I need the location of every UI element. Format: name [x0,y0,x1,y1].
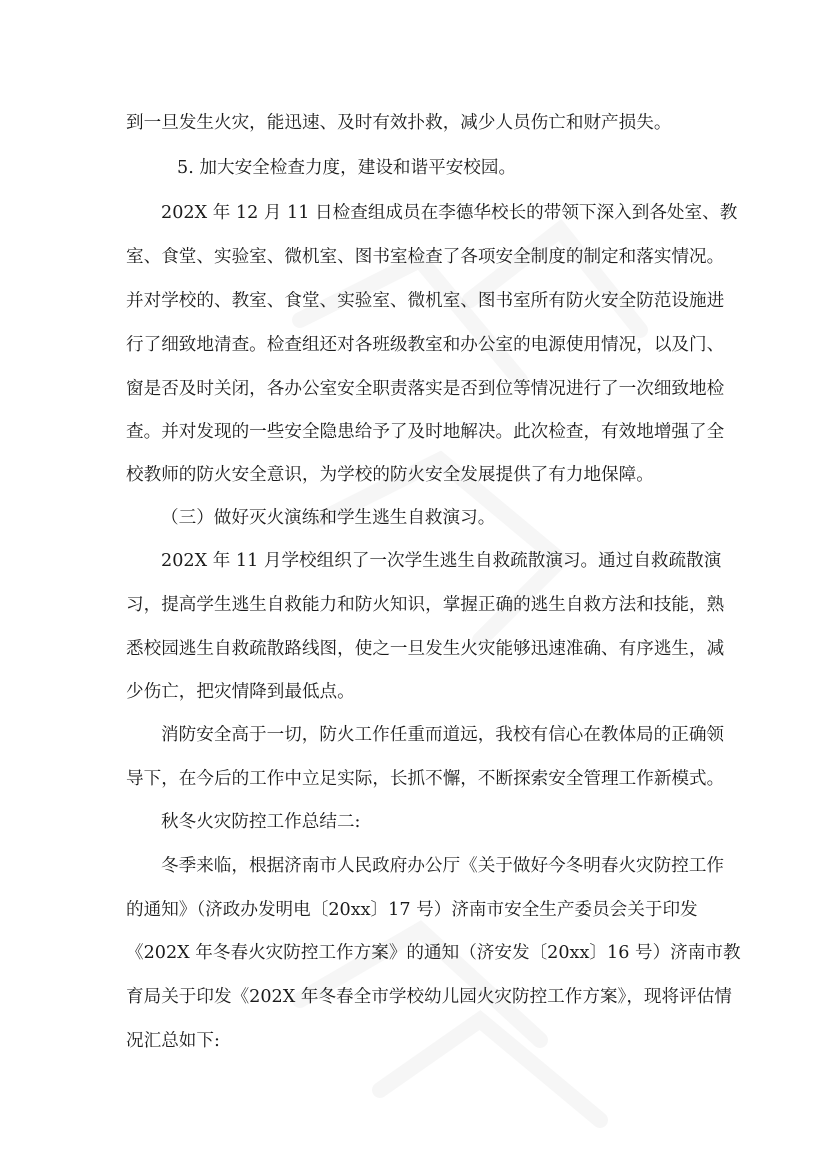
text-line-1: 到一旦发生火灾，能迅速、及时有效扑救，减少人员伤亡和财产损失。 [126,113,672,133]
text-line-8: 查。并对发现的一些安全隐患给予了及时地解决。此次检查，有效地增强了全 [126,422,725,442]
text-line-7: 窗是否及时关闭，各办公室安全职责落实是否到位等情况进行了一次细致地检 [126,379,725,399]
text-line-16: 导下，在今后的工作中立足实际，长抓不懈，不断探索安全管理工作新模式。 [126,769,725,789]
text-line-13: 悉校园逃生自救疏散路线图，使之一旦发生火灾能够迅速准确、有序逃生，减 [126,639,725,659]
text-line-15: 消防安全高于一切，防火工作任重而道远，我校有信心在教体局的正确领 [161,725,725,745]
text-line-21: 育局关于印发《202X 年冬春全市学校幼儿园火灾防控工作方案》，现将评估情 [126,987,732,1007]
summary-title-2: 秋冬火灾防控工作总结二: [161,812,361,832]
section-heading-5: 5. 加大安全检查力度，建设和谐平安校园。 [177,158,517,178]
text-line-12: 习，提高学生逃生自救能力和防火知识，掌握正确的逃生自救方法和技能，熟 [126,595,725,615]
text-line-19: 的通知》（济政办发明电〔20xx〕17 号）济南市安全生产委员会关于印发 [126,900,698,920]
text-line-18: 冬季来临，根据济南市人民政府办公厅《关于做好今冬明春火灾防控工作 [161,856,725,876]
text-line-4: 室、食堂、实验室、微机室、图书室检查了各项安全制度的制定和落实情况。 [126,247,725,267]
text-line-9: 校教师的防火安全意识，为学校的防火安全发展提供了有力地保障。 [126,465,654,485]
text-line-20: 《202X 年冬春火灾防控工作方案》的通知（济安发〔20xx〕16 号）济南市教 [126,943,741,963]
text-line-22: 况汇总如下: [126,1031,220,1051]
text-line-3: 202X 年 12 月 11 日检查组成员在李德华校长的带领下深入到各处室、教 [161,203,738,223]
text-line-11: 202X 年 11 月学校组织了一次学生逃生自救疏散演习。通过自救疏散演 [161,551,722,571]
text-line-14: 少伤亡，把灾情降到最低点。 [126,682,355,702]
text-line-6: 行了细致地清查。检查组还对各班级教室和办公室的电源使用情况，以及门、 [126,335,725,355]
section-heading-3: （三）做好灭火演练和学生逃生自救演习。 [161,508,496,528]
text-line-5: 并对学校的、教室、食堂、实验室、微机室、图书室所有防火安全防范设施进 [126,291,725,311]
